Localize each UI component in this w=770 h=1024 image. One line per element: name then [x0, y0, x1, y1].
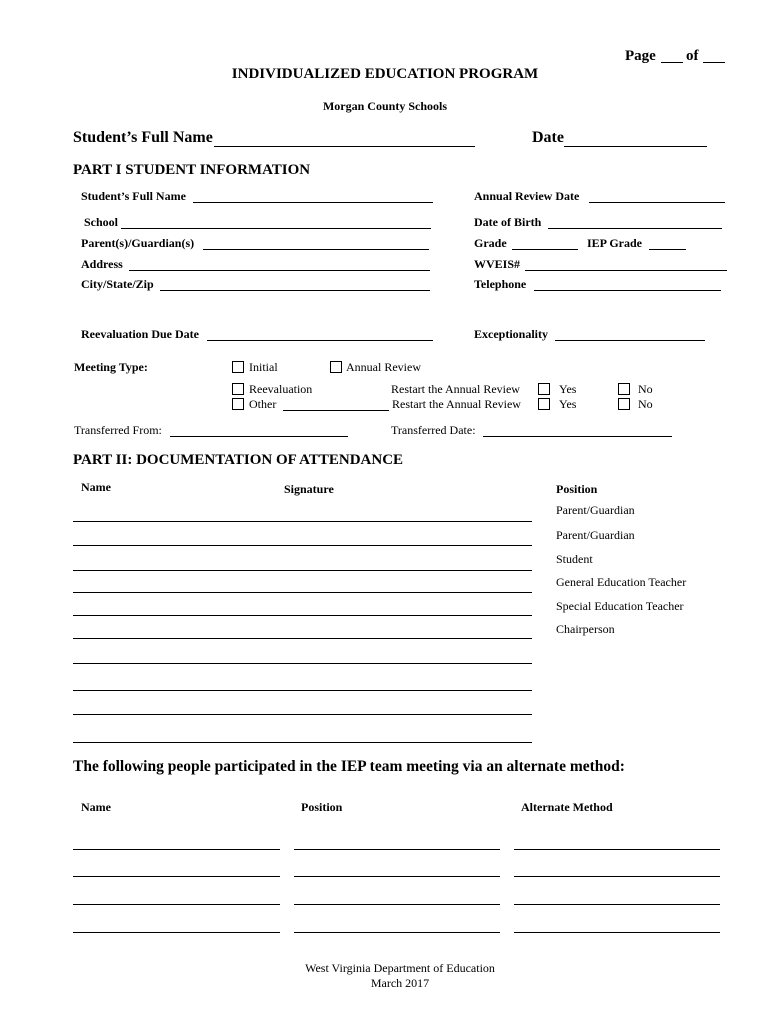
- initial-checkbox[interactable]: [232, 361, 244, 373]
- signature-line[interactable]: [73, 545, 532, 546]
- alt-method-line[interactable]: [514, 932, 720, 933]
- other-label: Other: [249, 397, 277, 411]
- transferred-from-label: Transferred From:: [74, 423, 162, 437]
- wveis-field[interactable]: [525, 270, 727, 271]
- other-field[interactable]: [283, 410, 389, 411]
- col-position-header: Position: [556, 482, 598, 496]
- yes-label-2: Yes: [559, 397, 577, 411]
- reevaluation-label: Reevaluation: [249, 382, 313, 396]
- col-signature-header: Signature: [284, 482, 334, 496]
- annual-review-field[interactable]: [589, 202, 725, 203]
- iep-grade-label: IEP Grade: [587, 236, 643, 250]
- transferred-date-field[interactable]: [483, 436, 672, 437]
- restart-no-checkbox-2[interactable]: [618, 398, 630, 410]
- alt-method-line[interactable]: [514, 876, 720, 877]
- footer-department: West Virginia Department of Education: [305, 961, 495, 975]
- annual-review-checkbox[interactable]: [330, 361, 342, 373]
- annual-review-label: Annual Review Date: [474, 189, 580, 203]
- part2-heading: PART II: DOCUMENTATION OF ATTENDANCE: [73, 452, 404, 468]
- iep-grade-field[interactable]: [649, 249, 686, 250]
- alt-col-position-header: Position: [301, 800, 343, 814]
- form-title: INDIVIDUALIZED EDUCATION PROGRAM: [231, 66, 539, 82]
- grade-field[interactable]: [512, 249, 578, 250]
- meeting-type-label: Meeting Type:: [74, 360, 148, 374]
- yes-label-1: Yes: [559, 382, 577, 396]
- restart-label-2: Restart the Annual Review: [392, 397, 521, 411]
- no-label-1: No: [638, 382, 653, 396]
- col-name-header: Name: [81, 480, 111, 494]
- alt-position-line[interactable]: [294, 904, 500, 905]
- p1-student-name-label: Student’s Full Name: [81, 189, 186, 203]
- wveis-label: WVEIS#: [474, 257, 521, 271]
- school-field[interactable]: [121, 228, 431, 229]
- reevaluation-checkbox[interactable]: [232, 383, 244, 395]
- position-item: General Education Teacher: [556, 575, 687, 589]
- p1-student-name-field[interactable]: [193, 202, 433, 203]
- signature-line[interactable]: [73, 663, 532, 664]
- school-label: School: [84, 215, 119, 229]
- alt-position-line[interactable]: [294, 849, 500, 850]
- signature-line[interactable]: [73, 570, 532, 571]
- transferred-from-field[interactable]: [170, 436, 348, 437]
- no-label-2: No: [638, 397, 653, 411]
- alt-name-line[interactable]: [73, 849, 280, 850]
- restart-yes-checkbox-2[interactable]: [538, 398, 550, 410]
- transferred-date-label: Transferred Date:: [391, 423, 476, 437]
- of-label: of: [686, 48, 699, 64]
- alt-name-line[interactable]: [73, 904, 280, 905]
- position-item: Special Education Teacher: [556, 599, 684, 613]
- telephone-label: Telephone: [474, 277, 527, 291]
- restart-label-1: Restart the Annual Review: [391, 382, 520, 396]
- other-checkbox[interactable]: [232, 398, 244, 410]
- alt-col-name-header: Name: [81, 800, 111, 814]
- alt-col-method-header: Alternate Method: [521, 800, 613, 814]
- parents-field[interactable]: [203, 249, 429, 250]
- parents-label: Parent(s)/Guardian(s): [81, 236, 195, 250]
- page-total-field[interactable]: [703, 62, 725, 63]
- restart-no-checkbox-1[interactable]: [618, 383, 630, 395]
- date-field[interactable]: [564, 146, 707, 147]
- city-state-zip-label: City/State/Zip: [81, 277, 154, 291]
- alt-method-line[interactable]: [514, 904, 720, 905]
- part1-heading: PART I STUDENT INFORMATION: [73, 162, 311, 178]
- alt-position-line[interactable]: [294, 932, 500, 933]
- position-item: Chairperson: [556, 622, 615, 636]
- position-item: Parent/Guardian: [556, 528, 635, 542]
- dob-label: Date of Birth: [474, 215, 542, 229]
- telephone-field[interactable]: [534, 290, 721, 291]
- signature-line[interactable]: [73, 714, 532, 715]
- exceptionality-label: Exceptionality: [474, 327, 548, 341]
- date-label: Date: [532, 129, 564, 146]
- student-name-label: Student’s Full Name: [73, 129, 213, 146]
- alt-name-line[interactable]: [73, 932, 280, 933]
- dob-field[interactable]: [548, 228, 722, 229]
- footer-date: March 2017: [370, 976, 430, 990]
- alt-name-line[interactable]: [73, 876, 280, 877]
- initial-label: Initial: [249, 360, 278, 374]
- reevaluation-due-label: Reevaluation Due Date: [81, 327, 199, 341]
- alt-position-line[interactable]: [294, 876, 500, 877]
- grade-label: Grade: [474, 236, 507, 250]
- signature-line[interactable]: [73, 592, 532, 593]
- page-label: Page: [625, 48, 656, 64]
- exceptionality-field[interactable]: [555, 340, 705, 341]
- signature-line[interactable]: [73, 521, 532, 522]
- district-name: Morgan County Schools: [322, 99, 447, 113]
- signature-line[interactable]: [73, 615, 532, 616]
- alternate-heading: The following people participated in the IEP team meeting via an alternate method:: [73, 758, 625, 775]
- page-number-field[interactable]: [661, 62, 683, 63]
- city-state-zip-field[interactable]: [160, 290, 430, 291]
- address-label: Address: [81, 257, 123, 271]
- restart-yes-checkbox-1[interactable]: [538, 383, 550, 395]
- student-name-field[interactable]: [214, 146, 475, 147]
- annual-review-option-label: Annual Review: [346, 360, 421, 374]
- position-item: Student: [556, 552, 593, 566]
- signature-line[interactable]: [73, 742, 532, 743]
- address-field[interactable]: [129, 270, 430, 271]
- reevaluation-due-field[interactable]: [207, 340, 433, 341]
- signature-line[interactable]: [73, 638, 532, 639]
- signature-line[interactable]: [73, 690, 532, 691]
- position-item: Parent/Guardian: [556, 503, 635, 517]
- alt-method-line[interactable]: [514, 849, 720, 850]
